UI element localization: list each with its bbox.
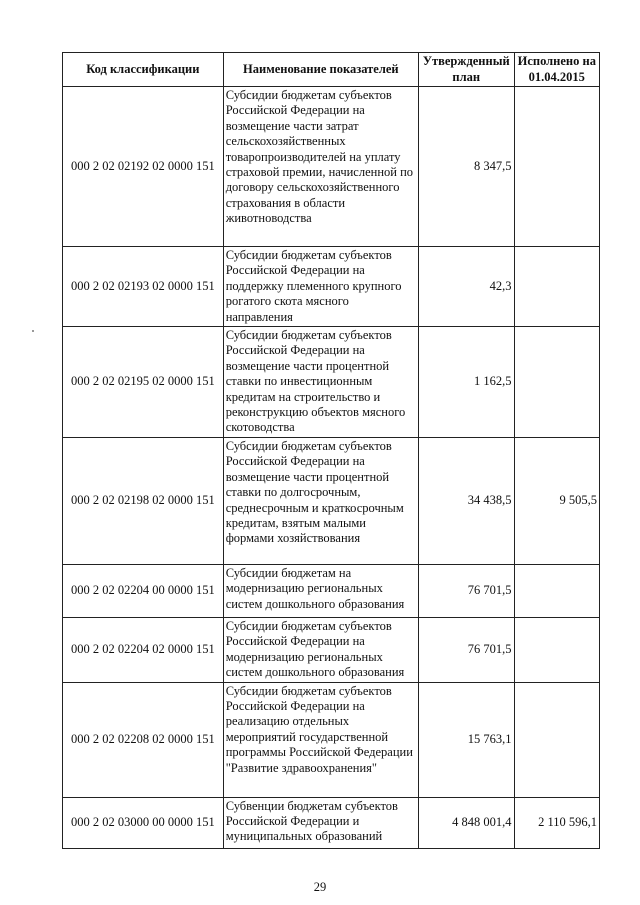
page-number: 29 (313, 880, 327, 894)
cell-plan: 76 701,5 (418, 565, 514, 618)
cell-name: Субвенции бюджетам субъектов Российской Федерации и муниципальных образований (223, 797, 418, 848)
cell-name: Субсидии бюджетам субъектов Российской Федерации на поддержку племенного крупного рогатого скота мясного направления (223, 247, 418, 327)
cell-done (514, 327, 599, 438)
table-row (63, 87, 600, 247)
table-row (63, 247, 600, 327)
cell-code: 000 2 02 03000 00 0000 151 (63, 797, 224, 848)
table-row (63, 618, 600, 683)
cell-plan: 4 848 001,4 (418, 797, 514, 848)
scan-speck (32, 330, 34, 332)
table-row (63, 797, 600, 848)
cell-name: Субсидии бюджетам субъектов Российской Федерации на модернизацию региональных систем дошкольного образования (223, 618, 418, 683)
cell-code: 000 2 02 02192 02 0000 151 (63, 87, 224, 247)
cell-done: 2 110 596,1 (514, 797, 599, 848)
cell-name: Субсидии бюджетам субъектов Российской Федерации на реализацию отдельных мероприятий государственной программы Российской Федерации "Развитие здравоохранения" (223, 682, 418, 797)
header-name: Наименование показателей (223, 53, 418, 87)
cell-code: 000 2 02 02204 00 0000 151 (63, 565, 224, 618)
cell-plan: 76 701,5 (418, 618, 514, 683)
cell-plan: 34 438,5 (418, 438, 514, 565)
cell-done (514, 682, 599, 797)
cell-name: Субсидии бюджетам субъектов Российской Федерации на возмещение части процентной ставки по долгосрочным, среднесрочным и краткосрочным кредитам, взятым малыми формами хозяйствования (223, 438, 418, 565)
header-plan: Утвержденный план (418, 53, 514, 87)
cell-done: 9 505,5 (514, 438, 599, 565)
header-done: Исполнено на 01.04.2015 (514, 53, 599, 87)
cell-code: 000 2 02 02204 02 0000 151 (63, 618, 224, 683)
cell-name: Субсидии бюджетам субъектов Российской Федерации на возмещение части затрат сельскохозяйственных товаропроизводителей на уплату страховой премии, начисленной по договору сельскохозяйственного страхования в области животноводства (223, 87, 418, 247)
table-row (63, 438, 600, 565)
cell-done (514, 247, 599, 327)
budget-table (62, 52, 600, 849)
cell-name: Субсидии бюджетам на модернизацию региональных систем дошкольного образования (223, 565, 418, 618)
table-row (63, 565, 600, 618)
cell-done (514, 565, 599, 618)
cell-plan: 15 763,1 (418, 682, 514, 797)
cell-plan: 8 347,5 (418, 87, 514, 247)
cell-done (514, 618, 599, 683)
cell-code: 000 2 02 02193 02 0000 151 (63, 247, 224, 327)
cell-done (514, 87, 599, 247)
cell-code: 000 2 02 02208 02 0000 151 (63, 682, 224, 797)
table-row (63, 327, 600, 438)
table-header-row (63, 53, 600, 87)
table-row (63, 682, 600, 797)
cell-plan: 42,3 (418, 247, 514, 327)
cell-code: 000 2 02 02198 02 0000 151 (63, 438, 224, 565)
cell-code: 000 2 02 02195 02 0000 151 (63, 327, 224, 438)
cell-plan: 1 162,5 (418, 327, 514, 438)
header-code: Код классификации (63, 53, 224, 87)
cell-name: Субсидии бюджетам субъектов Российской Федерации на возмещение части процентной ставки по инвестиционным кредитам на строительство и реконструкцию объектов мясного скотоводства (223, 327, 418, 438)
